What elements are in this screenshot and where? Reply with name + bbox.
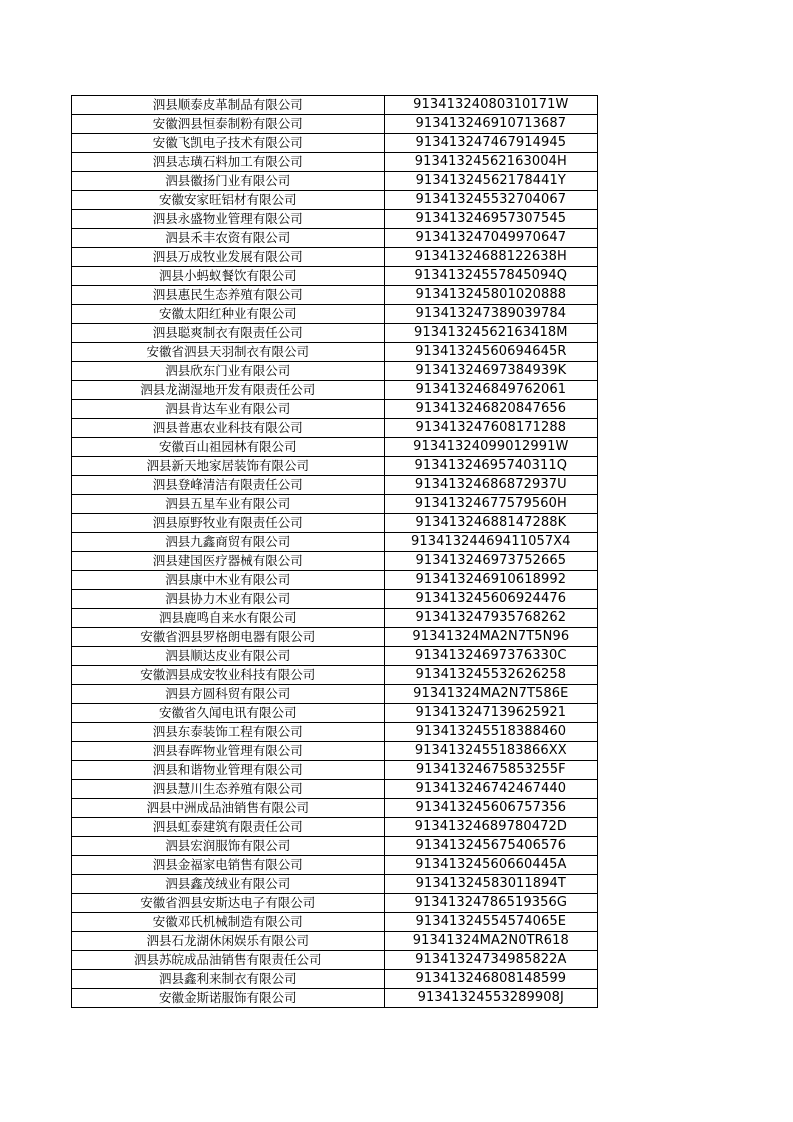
credit-code-cell: 91341324560660445A [384, 856, 597, 875]
company-name-cell: 泗县惠民生态养殖有限公司 [72, 286, 385, 305]
table-row [72, 666, 598, 685]
credit-code-cell: 91341324MA2N7T586E [384, 685, 597, 704]
credit-code-cell: 91341324697376330C [384, 647, 597, 666]
company-table-body [72, 96, 598, 1008]
credit-code-cell: 913413246957307545 [384, 210, 597, 229]
credit-code-cell: 91341324686872937U [384, 476, 597, 495]
company-name-cell: 泗县普惠农业科技有限公司 [72, 419, 385, 438]
table-row [72, 153, 598, 172]
table-row [72, 115, 598, 134]
table-row [72, 780, 598, 799]
credit-code-cell: 91341324557845094Q [384, 267, 597, 286]
table-row [72, 134, 598, 153]
credit-code-cell: 91341324469411057X4 [384, 533, 597, 552]
credit-code-cell: 91341324MA2N0TR618 [384, 932, 597, 951]
table-row [72, 286, 598, 305]
table-row [72, 191, 598, 210]
company-name-cell: 泗县金福家电销售有限公司 [72, 856, 385, 875]
credit-code-cell: 91341324695740311Q [384, 457, 597, 476]
credit-code-cell: 913413245801020888 [384, 286, 597, 305]
credit-code-cell: 913413247049970647 [384, 229, 597, 248]
company-name-cell: 泗县协力木业有限公司 [72, 590, 385, 609]
credit-code-cell: 913413246808148599 [384, 970, 597, 989]
credit-code-cell: 9134132455183866XX [384, 742, 597, 761]
company-name-cell: 泗县春晖物业管理有限公司 [72, 742, 385, 761]
credit-code-cell: 913413247139625921 [384, 704, 597, 723]
table-row [72, 514, 598, 533]
table-row [72, 495, 598, 514]
table-row [72, 381, 598, 400]
company-name-cell: 泗县建国医疗器械有限公司 [72, 552, 385, 571]
company-name-cell: 泗县石龙湖休闲娱乐有限公司 [72, 932, 385, 951]
credit-code-cell: 91341324675853255F [384, 761, 597, 780]
company-name-cell: 泗县徽扬门业有限公司 [72, 172, 385, 191]
table-row [72, 761, 598, 780]
table-row [72, 989, 598, 1008]
company-name-cell: 泗县鑫利来制衣有限公司 [72, 970, 385, 989]
table-row [72, 362, 598, 381]
table-row [72, 476, 598, 495]
table-row [72, 533, 598, 552]
credit-code-cell: 913413247389039784 [384, 305, 597, 324]
company-name-cell: 泗县方圆科贸有限公司 [72, 685, 385, 704]
credit-code-cell: 913413246742467440 [384, 780, 597, 799]
company-name-cell: 泗县中洲成品油销售有限公司 [72, 799, 385, 818]
table-row [72, 96, 598, 115]
company-name-cell: 泗县志璜石料加工有限公司 [72, 153, 385, 172]
credit-code-cell: 91341324554574065E [384, 913, 597, 932]
table-row [72, 324, 598, 343]
company-name-cell: 泗县永盛物业管理有限公司 [72, 210, 385, 229]
credit-code-cell: 91341324677579560H [384, 495, 597, 514]
table-row [72, 704, 598, 723]
company-name-cell: 泗县五星车业有限公司 [72, 495, 385, 514]
credit-code-cell: 91341324MA2N7T5N96 [384, 628, 597, 647]
company-name-cell: 泗县禾丰农资有限公司 [72, 229, 385, 248]
credit-code-cell: 91341324734985822A [384, 951, 597, 970]
credit-code-cell: 913413247608171288 [384, 419, 597, 438]
company-table [71, 95, 598, 1008]
company-name-cell: 安徽太阳红种业有限公司 [72, 305, 385, 324]
credit-code-cell: 91341324560694645R [384, 343, 597, 362]
table-row [72, 248, 598, 267]
credit-code-cell: 913413245675406576 [384, 837, 597, 856]
company-name-cell: 泗县鹿鸣自来水有限公司 [72, 609, 385, 628]
table-row [72, 419, 598, 438]
company-name-cell: 安徽省泗县罗格朗电器有限公司 [72, 628, 385, 647]
credit-code-cell: 913413245532626258 [384, 666, 597, 685]
table-row [72, 685, 598, 704]
table-row [72, 457, 598, 476]
company-name-cell: 泗县鑫茂绒业有限公司 [72, 875, 385, 894]
credit-code-cell: 91341324562163004H [384, 153, 597, 172]
credit-code-cell: 913413246849762061 [384, 381, 597, 400]
credit-code-cell: 91341324786519356G [384, 894, 597, 913]
company-name-cell: 安徽泗县成安牧业科技有限公司 [72, 666, 385, 685]
table-row [72, 970, 598, 989]
credit-code-cell: 913413245606757356 [384, 799, 597, 818]
table-row [72, 343, 598, 362]
credit-code-cell: 91341324688147288K [384, 514, 597, 533]
credit-code-cell: 913413246973752665 [384, 552, 597, 571]
credit-code-cell: 91341324688122638H [384, 248, 597, 267]
company-name-cell: 安徽金斯诺服饰有限公司 [72, 989, 385, 1008]
company-name-cell: 泗县东泰装饰工程有限公司 [72, 723, 385, 742]
company-name-cell: 泗县和谐物业管理有限公司 [72, 761, 385, 780]
table-row [72, 875, 598, 894]
company-name-cell: 泗县苏皖成品油销售有限责任公司 [72, 951, 385, 970]
company-name-cell: 泗县万成牧业发展有限公司 [72, 248, 385, 267]
table-row [72, 951, 598, 970]
company-name-cell: 安徽邓氏机械制造有限公司 [72, 913, 385, 932]
table-row [72, 400, 598, 419]
table-row [72, 172, 598, 191]
credit-code-cell: 91341324562178441Y [384, 172, 597, 191]
credit-code-cell: 913413246820847656 [384, 400, 597, 419]
table-row [72, 590, 598, 609]
table-row [72, 609, 598, 628]
table-row [72, 210, 598, 229]
credit-code-cell: 913413245518388460 [384, 723, 597, 742]
company-name-cell: 泗县欣东门业有限公司 [72, 362, 385, 381]
company-name-cell: 安徽泗县恒泰制粉有限公司 [72, 115, 385, 134]
credit-code-cell: 91341324553289908J [384, 989, 597, 1008]
table-row [72, 856, 598, 875]
credit-code-cell: 913413245606924476 [384, 590, 597, 609]
table-row [72, 438, 598, 457]
credit-code-cell: 913413245532704067 [384, 191, 597, 210]
company-name-cell: 泗县虹泰建筑有限责任公司 [72, 818, 385, 837]
credit-code-cell: 91341324080310171W [384, 96, 597, 115]
company-name-cell: 泗县小蚂蚁餐饮有限公司 [72, 267, 385, 286]
company-name-cell: 泗县慧川生态养殖有限公司 [72, 780, 385, 799]
company-name-cell: 安徽安家旺铝材有限公司 [72, 191, 385, 210]
credit-code-cell: 913413247935768262 [384, 609, 597, 628]
credit-code-cell: 913413247467914945 [384, 134, 597, 153]
company-name-cell: 安徽省久闻电讯有限公司 [72, 704, 385, 723]
credit-code-cell: 91341324697384939K [384, 362, 597, 381]
credit-code-cell: 91341324583011894T [384, 875, 597, 894]
credit-code-cell: 913413246910713687 [384, 115, 597, 134]
company-name-cell: 泗县登峰清洁有限责任公司 [72, 476, 385, 495]
company-name-cell: 泗县宏润服饰有限公司 [72, 837, 385, 856]
table-row [72, 837, 598, 856]
company-name-cell: 安徽省泗县天羽制衣有限公司 [72, 343, 385, 362]
table-row [72, 932, 598, 951]
company-name-cell: 安徽省泗县安斯达电子有限公司 [72, 894, 385, 913]
table-row [72, 305, 598, 324]
table-row [72, 229, 598, 248]
company-name-cell: 泗县原野牧业有限责任公司 [72, 514, 385, 533]
company-name-cell: 泗县康中木业有限公司 [72, 571, 385, 590]
company-name-cell: 泗县龙湖湿地开发有限责任公司 [72, 381, 385, 400]
table-row [72, 571, 598, 590]
company-name-cell: 泗县九鑫商贸有限公司 [72, 533, 385, 552]
table-row [72, 913, 598, 932]
company-name-cell: 泗县新天地家居装饰有限公司 [72, 457, 385, 476]
table-row [72, 742, 598, 761]
credit-code-cell: 913413246910618992 [384, 571, 597, 590]
table-row [72, 799, 598, 818]
table-row [72, 818, 598, 837]
company-name-cell: 泗县顺达皮业有限公司 [72, 647, 385, 666]
credit-code-cell: 91341324099012991W [384, 438, 597, 457]
table-row [72, 723, 598, 742]
credit-code-cell: 91341324562163418M [384, 324, 597, 343]
table-row [72, 552, 598, 571]
company-name-cell: 泗县肯达车业有限公司 [72, 400, 385, 419]
company-name-cell: 安徽飞凯电子技术有限公司 [72, 134, 385, 153]
table-row [72, 628, 598, 647]
table-row [72, 267, 598, 286]
table-row [72, 647, 598, 666]
company-name-cell: 安徽百山祖园林有限公司 [72, 438, 385, 457]
company-name-cell: 泗县聪爽制衣有限责任公司 [72, 324, 385, 343]
table-row [72, 894, 598, 913]
credit-code-cell: 91341324689780472D [384, 818, 597, 837]
company-name-cell: 泗县顺泰皮革制品有限公司 [72, 96, 385, 115]
